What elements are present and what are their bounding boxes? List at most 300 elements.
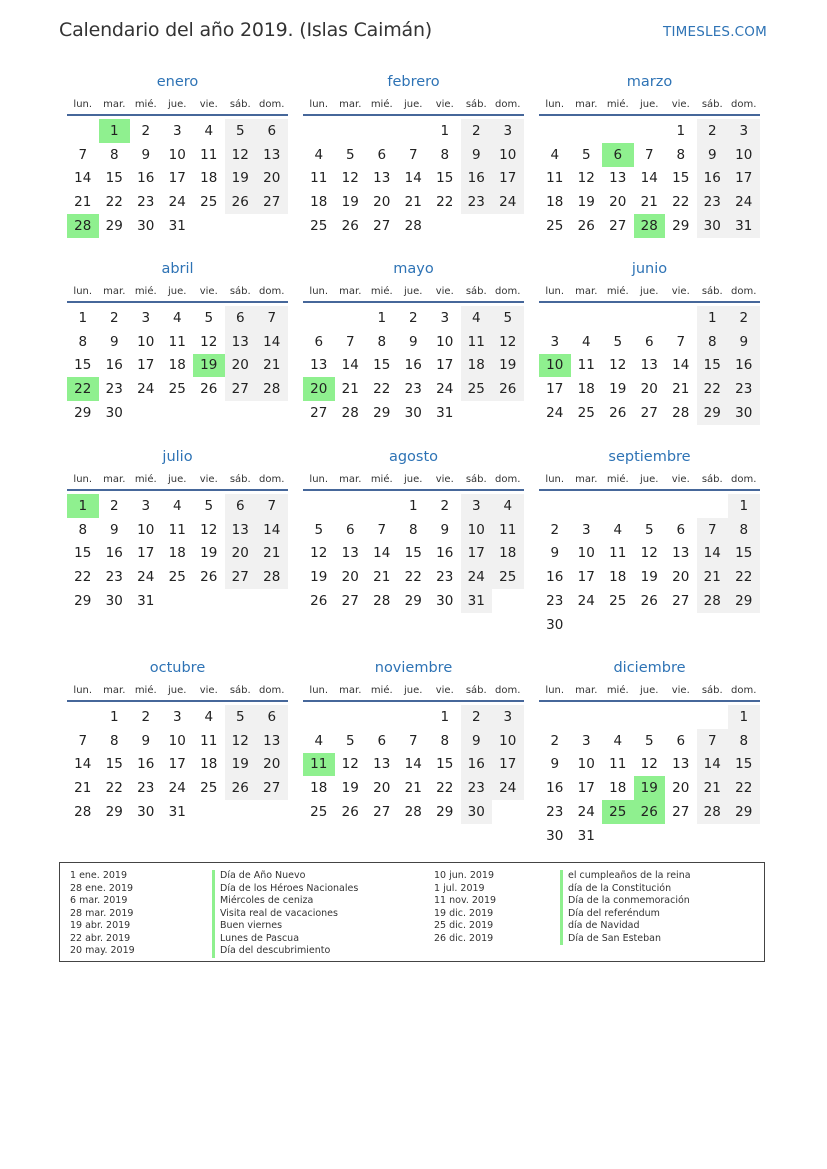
day-cell: 13 — [672, 545, 690, 562]
weekday-header — [67, 281, 288, 301]
day-cell: 5 — [492, 306, 524, 330]
day-cell: 6 — [345, 521, 355, 538]
weekday-label: vie. — [435, 684, 454, 696]
header-divider — [303, 301, 524, 303]
month-name: octubre — [149, 660, 206, 676]
day-cell: 17 — [492, 753, 524, 777]
day-cell: 24 — [168, 194, 186, 211]
day-cell: 1 — [440, 122, 450, 139]
day-cell: 2 — [109, 309, 119, 326]
day-cell: 1 — [728, 494, 760, 518]
day-cell: 4 — [314, 146, 324, 163]
day-grid — [539, 119, 760, 238]
day-cell: 9 — [550, 756, 560, 773]
day-cell: 30 — [728, 401, 760, 425]
day-cell: 8 — [78, 521, 88, 538]
day-cell: 26 — [225, 776, 257, 800]
day-cell: 19 — [200, 545, 218, 562]
holiday-day: 6 — [602, 143, 634, 167]
day-cell: 24 — [137, 569, 155, 586]
day-cell: 29 — [697, 401, 729, 425]
day-cell: 25 — [200, 194, 218, 211]
empty-cell — [67, 705, 99, 729]
day-cell: 3 — [141, 309, 151, 326]
weekday-header — [539, 94, 760, 114]
header-divider — [303, 700, 524, 702]
day-cell: 12 — [341, 170, 359, 187]
weekday-label: dom. — [495, 285, 521, 297]
empty-cell — [335, 306, 367, 330]
month-0 — [67, 72, 288, 238]
day-cell: 18 — [310, 780, 328, 797]
legend-date: 25 dic. 2019 — [434, 920, 494, 931]
day-cell: 20 — [373, 194, 391, 211]
day-cell: 21 — [373, 569, 391, 586]
weekday-label: mar. — [575, 98, 598, 110]
day-cell: 25 — [310, 804, 328, 821]
weekday-label: mar. — [339, 684, 362, 696]
weekday-label: mié. — [370, 98, 393, 110]
weekday-label: lun. — [73, 684, 93, 696]
month-name: agosto — [388, 449, 439, 465]
weekday-header — [67, 94, 288, 114]
weekday-label: lun. — [309, 98, 329, 110]
day-cell: 7 — [676, 333, 686, 350]
day-cell: 19 — [492, 354, 524, 378]
weekday-label: sáb. — [465, 98, 487, 110]
day-cell: 1 — [440, 708, 450, 725]
day-cell: 4 — [613, 521, 623, 538]
legend-date: 11 nov. 2019 — [434, 895, 497, 906]
day-cell: 28 — [256, 565, 288, 589]
day-cell: 14 — [640, 170, 658, 187]
day-cell: 12 — [640, 756, 658, 773]
day-cell: 8 — [440, 146, 450, 163]
day-cell: 14 — [74, 170, 92, 187]
day-cell: 30 — [137, 218, 155, 235]
day-cell: 13 — [225, 330, 257, 354]
holiday-day: 11 — [303, 753, 335, 777]
day-cell: 8 — [109, 732, 119, 749]
day-cell: 15 — [404, 545, 422, 562]
day-cell: 21 — [697, 565, 729, 589]
legend-names-col-2 — [560, 870, 691, 945]
day-cell: 28 — [373, 593, 391, 610]
day-cell: 17 — [577, 569, 595, 586]
day-cell: 15 — [105, 170, 123, 187]
weekday-label: jue. — [168, 684, 187, 696]
weekday-label: sáb. — [465, 473, 487, 485]
day-cell: 3 — [172, 122, 182, 139]
empty-cell — [697, 494, 729, 518]
day-cell: 15 — [373, 357, 391, 374]
day-cell: 29 — [728, 800, 760, 824]
day-cell: 9 — [550, 545, 560, 562]
month-name: febrero — [387, 74, 440, 90]
weekday-header — [303, 469, 524, 489]
day-cell: 24 — [728, 190, 760, 214]
day-cell: 15 — [728, 753, 760, 777]
legend-holiday-name: Día de San Esteban — [560, 933, 691, 946]
day-cell: 22 — [436, 780, 454, 797]
day-cell: 5 — [225, 119, 257, 143]
day-cell: 27 — [373, 218, 391, 235]
month-name: julio — [162, 449, 193, 465]
day-cell: 12 — [310, 545, 328, 562]
day-cell: 14 — [697, 753, 729, 777]
day-cell: 21 — [256, 354, 288, 378]
day-cell: 5 — [204, 309, 214, 326]
day-cell: 9 — [461, 729, 493, 753]
weekday-header — [539, 469, 760, 489]
day-cell: 20 — [341, 569, 359, 586]
empty-cell — [539, 494, 571, 518]
weekday-label: mié. — [370, 285, 393, 297]
header-divider — [539, 114, 760, 116]
day-cell: 26 — [640, 593, 658, 610]
day-cell: 11 — [168, 333, 186, 350]
day-cell: 4 — [581, 333, 591, 350]
day-cell: 7 — [408, 732, 418, 749]
weekday-label: mar. — [103, 684, 126, 696]
day-cell: 22 — [74, 569, 92, 586]
month-7 — [303, 447, 524, 613]
empty-cell — [303, 119, 335, 143]
day-cell: 21 — [404, 194, 422, 211]
day-cell: 27 — [373, 804, 391, 821]
weekday-label: mié. — [134, 684, 157, 696]
day-cell: 6 — [377, 146, 387, 163]
day-cell: 15 — [74, 545, 92, 562]
legend-dates-col-2 — [434, 870, 496, 945]
weekday-label: dom. — [259, 684, 285, 696]
empty-cell — [303, 705, 335, 729]
day-cell: 2 — [550, 732, 560, 749]
empty-cell — [602, 705, 634, 729]
weekday-label: mar. — [575, 285, 598, 297]
day-cell: 13 — [373, 170, 391, 187]
legend-holiday-name: día de Navidad — [560, 920, 691, 933]
day-cell: 15 — [436, 756, 454, 773]
day-cell: 23 — [105, 381, 123, 398]
day-cell: 22 — [672, 194, 690, 211]
day-cell: 30 — [546, 616, 564, 633]
day-cell: 14 — [256, 518, 288, 542]
weekday-header — [539, 281, 760, 301]
day-cell: 20 — [225, 354, 257, 378]
day-cell: 5 — [613, 333, 623, 350]
day-cell: 22 — [105, 780, 123, 797]
day-cell: 23 — [404, 381, 422, 398]
day-cell: 6 — [314, 333, 324, 350]
holiday-day: 26 — [634, 800, 666, 824]
day-cell: 14 — [341, 357, 359, 374]
day-cell: 21 — [256, 542, 288, 566]
weekday-label: vie. — [671, 98, 690, 110]
day-cell: 26 — [341, 804, 359, 821]
day-cell: 29 — [74, 405, 92, 422]
empty-cell — [539, 705, 571, 729]
day-cell: 12 — [225, 143, 257, 167]
day-cell: 13 — [341, 545, 359, 562]
weekday-label: lun. — [309, 285, 329, 297]
weekday-label: sáb. — [465, 684, 487, 696]
day-cell: 16 — [461, 753, 493, 777]
empty-cell — [303, 306, 335, 330]
weekday-label: dom. — [259, 285, 285, 297]
day-cell: 25 — [200, 780, 218, 797]
weekday-label: mié. — [134, 98, 157, 110]
day-cell: 4 — [613, 732, 623, 749]
day-cell: 17 — [137, 545, 155, 562]
day-cell: 27 — [672, 804, 690, 821]
weekday-label: jue. — [404, 98, 423, 110]
weekday-label: sáb. — [701, 473, 723, 485]
weekday-label: sáb. — [229, 684, 251, 696]
month-name: enero — [156, 74, 199, 90]
holiday-day: 1 — [99, 119, 131, 143]
legend-date: 28 ene. 2019 — [70, 882, 134, 894]
header-divider — [67, 489, 288, 491]
brand-logo[interactable]: TIMESLES.COM — [663, 24, 767, 40]
day-cell: 25 — [492, 565, 524, 589]
legend-holiday-name: Día de los Héroes Nacionales — [212, 883, 358, 896]
day-cell: 23 — [461, 776, 493, 800]
day-cell: 12 — [577, 170, 595, 187]
day-cell: 11 — [609, 545, 627, 562]
day-cell: 16 — [404, 357, 422, 374]
day-cell: 16 — [137, 756, 155, 773]
day-cell: 20 — [640, 381, 658, 398]
day-cell: 7 — [78, 146, 88, 163]
day-cell: 14 — [256, 330, 288, 354]
page-title: Calendario del año 2019. (Islas Caimán) — [59, 19, 432, 41]
day-cell: 16 — [697, 167, 729, 191]
month-8 — [539, 447, 760, 637]
holiday-day: 19 — [634, 776, 666, 800]
day-cell: 27 — [256, 190, 288, 214]
day-cell: 26 — [609, 405, 627, 422]
weekday-label: vie. — [671, 684, 690, 696]
day-cell: 15 — [728, 542, 760, 566]
legend-holiday-name: Miércoles de ceniza — [212, 895, 358, 908]
day-cell: 30 — [697, 214, 729, 238]
weekday-label: vie. — [199, 285, 218, 297]
empty-cell — [571, 306, 603, 330]
day-cell: 1 — [697, 306, 729, 330]
empty-cell — [571, 119, 603, 143]
weekday-label: dom. — [495, 473, 521, 485]
day-cell: 13 — [640, 357, 658, 374]
day-cell: 14 — [74, 756, 92, 773]
day-cell: 7 — [377, 521, 387, 538]
weekday-label: lun. — [545, 684, 565, 696]
day-cell: 24 — [137, 381, 155, 398]
day-cell: 16 — [546, 569, 564, 586]
day-cell: 2 — [461, 119, 493, 143]
legend-date: 22 abr. 2019 — [70, 932, 131, 944]
day-cell: 3 — [728, 119, 760, 143]
weekday-label: vie. — [435, 285, 454, 297]
weekday-label: jue. — [404, 285, 423, 297]
day-cell: 9 — [440, 521, 450, 538]
month-name: noviembre — [374, 660, 453, 676]
day-cell: 10 — [728, 143, 760, 167]
day-cell: 11 — [200, 146, 218, 163]
day-cell: 7 — [644, 146, 654, 163]
weekday-label: mar. — [339, 285, 362, 297]
day-cell: 15 — [74, 357, 92, 374]
day-cell: 28 — [256, 377, 288, 401]
day-cell: 29 — [404, 593, 422, 610]
weekday-label: sáb. — [701, 98, 723, 110]
legend-date: 1 jul. 2019 — [434, 882, 485, 894]
legend-names-col-1 — [212, 870, 358, 958]
weekday-label: mié. — [370, 684, 393, 696]
day-cell: 22 — [436, 194, 454, 211]
day-cell: 29 — [436, 804, 454, 821]
day-cell: 11 — [609, 756, 627, 773]
day-cell: 26 — [341, 218, 359, 235]
holiday-day: 19 — [193, 354, 225, 378]
day-cell: 9 — [697, 143, 729, 167]
day-cell: 1 — [109, 708, 119, 725]
day-cell: 21 — [74, 780, 92, 797]
header-divider — [303, 489, 524, 491]
day-cell: 13 — [256, 729, 288, 753]
day-cell: 22 — [728, 776, 760, 800]
day-cell: 3 — [172, 708, 182, 725]
holiday-day: 25 — [602, 800, 634, 824]
day-cell: 8 — [697, 330, 729, 354]
weekday-label: jue. — [640, 285, 659, 297]
legend-date: 28 mar. 2019 — [70, 907, 134, 919]
day-cell: 7 — [697, 518, 729, 542]
day-cell: 27 — [609, 218, 627, 235]
day-cell: 1 — [78, 309, 88, 326]
day-cell: 3 — [141, 497, 151, 514]
empty-cell — [634, 119, 666, 143]
day-cell: 9 — [408, 333, 418, 350]
weekday-label: jue. — [640, 473, 659, 485]
day-cell: 27 — [341, 593, 359, 610]
empty-cell — [335, 705, 367, 729]
holiday-day: 10 — [539, 354, 571, 378]
empty-cell — [571, 494, 603, 518]
day-cell: 17 — [728, 167, 760, 191]
day-cell: 3 — [550, 333, 560, 350]
weekday-label: jue. — [640, 98, 659, 110]
day-cell: 1 — [408, 497, 418, 514]
day-cell: 1 — [377, 309, 387, 326]
day-cell: 11 — [492, 518, 524, 542]
day-cell: 23 — [546, 593, 564, 610]
day-cell: 7 — [345, 333, 355, 350]
day-cell: 10 — [168, 732, 186, 749]
day-cell: 4 — [172, 497, 182, 514]
day-cell: 3 — [440, 309, 450, 326]
day-cell: 10 — [577, 545, 595, 562]
empty-cell — [398, 119, 430, 143]
day-cell: 21 — [640, 194, 658, 211]
day-cell: 19 — [640, 569, 658, 586]
day-grid — [303, 119, 524, 238]
day-cell: 29 — [728, 589, 760, 613]
weekday-label: vie. — [199, 98, 218, 110]
day-cell: 3 — [461, 494, 493, 518]
day-grid — [539, 494, 760, 637]
weekday-label: sáb. — [229, 473, 251, 485]
day-cell: 2 — [440, 497, 450, 514]
month-name: marzo — [626, 74, 673, 90]
day-cell: 7 — [697, 729, 729, 753]
empty-cell — [571, 705, 603, 729]
holiday-day: 1 — [67, 494, 99, 518]
day-cell: 10 — [492, 143, 524, 167]
day-cell: 6 — [256, 705, 288, 729]
header-divider — [539, 489, 760, 491]
day-cell: 27 — [672, 593, 690, 610]
day-cell: 2 — [697, 119, 729, 143]
empty-cell — [366, 119, 398, 143]
empty-cell — [366, 494, 398, 518]
day-cell: 3 — [581, 732, 591, 749]
legend-holiday-name: día de la Constitución — [560, 883, 691, 896]
day-cell: 31 — [728, 214, 760, 238]
day-cell: 25 — [461, 377, 493, 401]
day-cell: 12 — [640, 545, 658, 562]
day-cell: 24 — [492, 776, 524, 800]
day-cell: 8 — [676, 146, 686, 163]
day-cell: 24 — [546, 405, 564, 422]
day-cell: 29 — [105, 804, 123, 821]
weekday-label: dom. — [259, 98, 285, 110]
day-cell: 18 — [200, 756, 218, 773]
day-cell: 18 — [492, 542, 524, 566]
day-cell: 31 — [168, 804, 186, 821]
day-cell: 15 — [672, 170, 690, 187]
weekday-label: vie. — [199, 473, 218, 485]
weekday-label: mar. — [103, 285, 126, 297]
empty-cell — [303, 494, 335, 518]
day-cell: 31 — [577, 827, 595, 844]
day-cell: 15 — [697, 354, 729, 378]
weekday-header — [303, 94, 524, 114]
day-cell: 3 — [581, 521, 591, 538]
day-cell: 20 — [672, 780, 690, 797]
day-cell: 25 — [168, 381, 186, 398]
weekday-label: sáb. — [701, 684, 723, 696]
day-cell: 6 — [225, 494, 257, 518]
day-cell: 23 — [105, 569, 123, 586]
weekday-label: dom. — [731, 473, 757, 485]
day-grid — [67, 119, 288, 238]
day-cell: 2 — [141, 122, 151, 139]
weekday-label: mar. — [339, 98, 362, 110]
legend-date: 20 may. 2019 — [70, 945, 135, 956]
day-cell: 18 — [577, 381, 595, 398]
day-cell: 7 — [256, 494, 288, 518]
day-cell: 21 — [697, 776, 729, 800]
weekday-label: sáb. — [701, 285, 723, 297]
day-cell: 11 — [200, 732, 218, 749]
day-cell: 9 — [141, 146, 151, 163]
day-cell: 20 — [672, 569, 690, 586]
day-cell: 7 — [256, 306, 288, 330]
day-cell: 10 — [168, 146, 186, 163]
weekday-label: vie. — [671, 285, 690, 297]
day-cell: 29 — [373, 405, 391, 422]
